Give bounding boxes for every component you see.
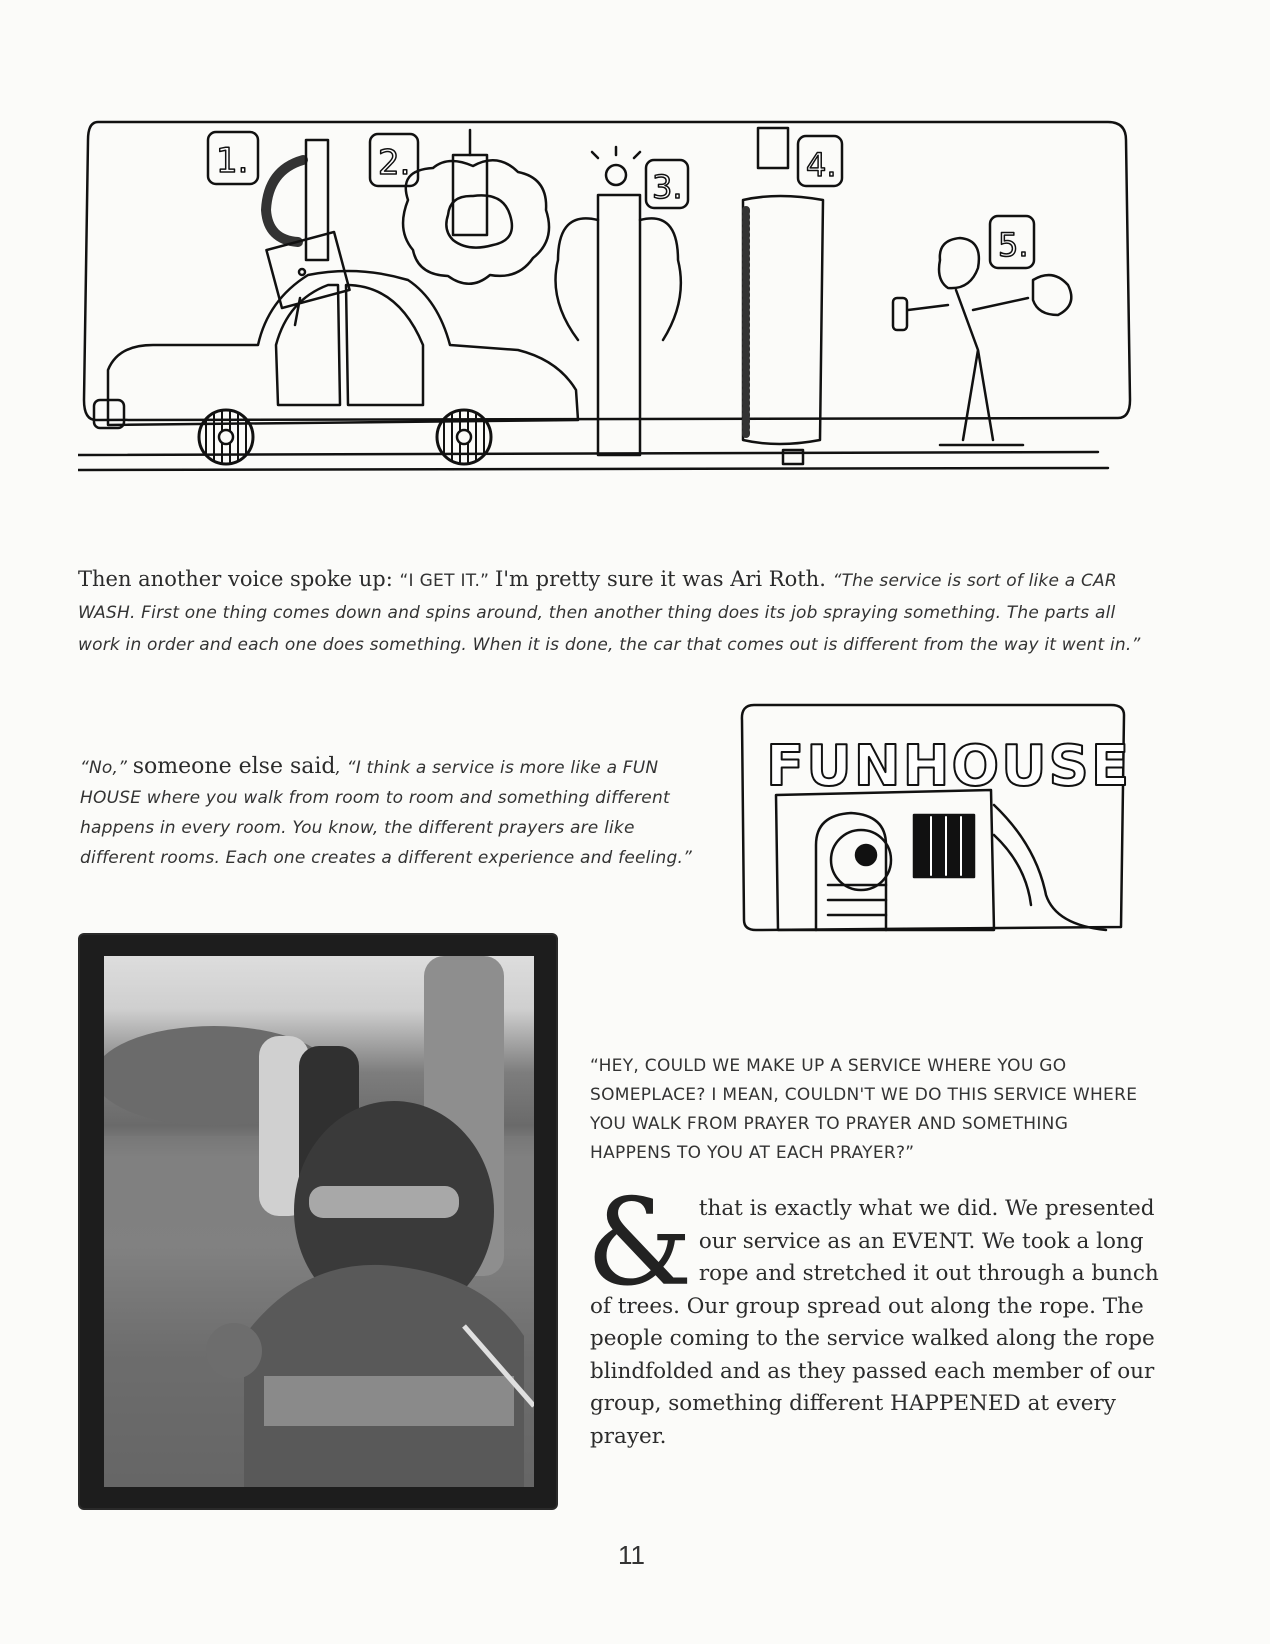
step-label-2: 2.	[378, 143, 411, 183]
photo-blindfolded-child	[104, 956, 534, 1487]
paragraph-fun-house	[80, 752, 700, 873]
event-text: that is exactly what we did. We presented our service as an EVENT. We took a long rope and stretched it out through a bunch of trees. Our group spread out along the rope. The people coming to the service walked along the rope blindfolded and as they passed each member of our group, something different HAPPENED at every prayer.	[590, 1196, 1159, 1449]
paragraph-car-wash	[78, 564, 1158, 661]
step-1-marker	[208, 132, 258, 184]
quote-walk-service: “HEY, COULD WE MAKE UP A SERVICE WHERE YOU GO SOMEPLACE? I MEAN, COULDN'T WE DO THIS SERVICE WHERE YOU WALK FROM PRAYER TO PRAYER AND SOMETHING HAPPENS TO YOU AT EACH PRAYER?”	[590, 1056, 1138, 1163]
step-label-3: 3.	[652, 168, 683, 206]
quote-fun-house: , “I think a service is more like a FUN HOUSE where you walk from room to room and something different happens in every room. You know, the different prayers are like different rooms. Each one creates a different experience and feeling.”	[80, 758, 693, 868]
fun-house-illustration	[736, 695, 1136, 940]
worker-figure	[893, 238, 1071, 445]
quote-i-get-it: “I GET IT.”	[399, 571, 495, 591]
funhouse-sign-text: FUNHOUSE	[766, 734, 1132, 799]
step-label-4: 4.	[806, 146, 837, 184]
dropcap-ampersand: &	[586, 1174, 693, 1313]
step-label-1: 1.	[216, 141, 249, 181]
photo-scene	[104, 956, 534, 1487]
quote-no: “No,”	[80, 758, 133, 778]
photo-frame	[80, 935, 556, 1508]
paragraph-event	[586, 1174, 1160, 1453]
car-wash-illustration	[78, 100, 1158, 495]
quote-car-wash: “The service is sort of like a CAR WASH. First one thing comes down and spins around, then another thing does its job spraying something. The parts all work in order and each one does something. When it is done, the car that comes out is different from the way it went in.”	[78, 571, 1141, 655]
attribution-someone-else: someone else said	[132, 754, 336, 779]
car-drawing	[94, 271, 578, 464]
narration-lead: Then another voice spoke up:	[78, 567, 400, 591]
step-label-5: 5.	[998, 226, 1029, 264]
page-number: 11	[618, 1540, 645, 1570]
narration-middle: I'm pretty sure it was Ari Roth.	[494, 567, 833, 591]
